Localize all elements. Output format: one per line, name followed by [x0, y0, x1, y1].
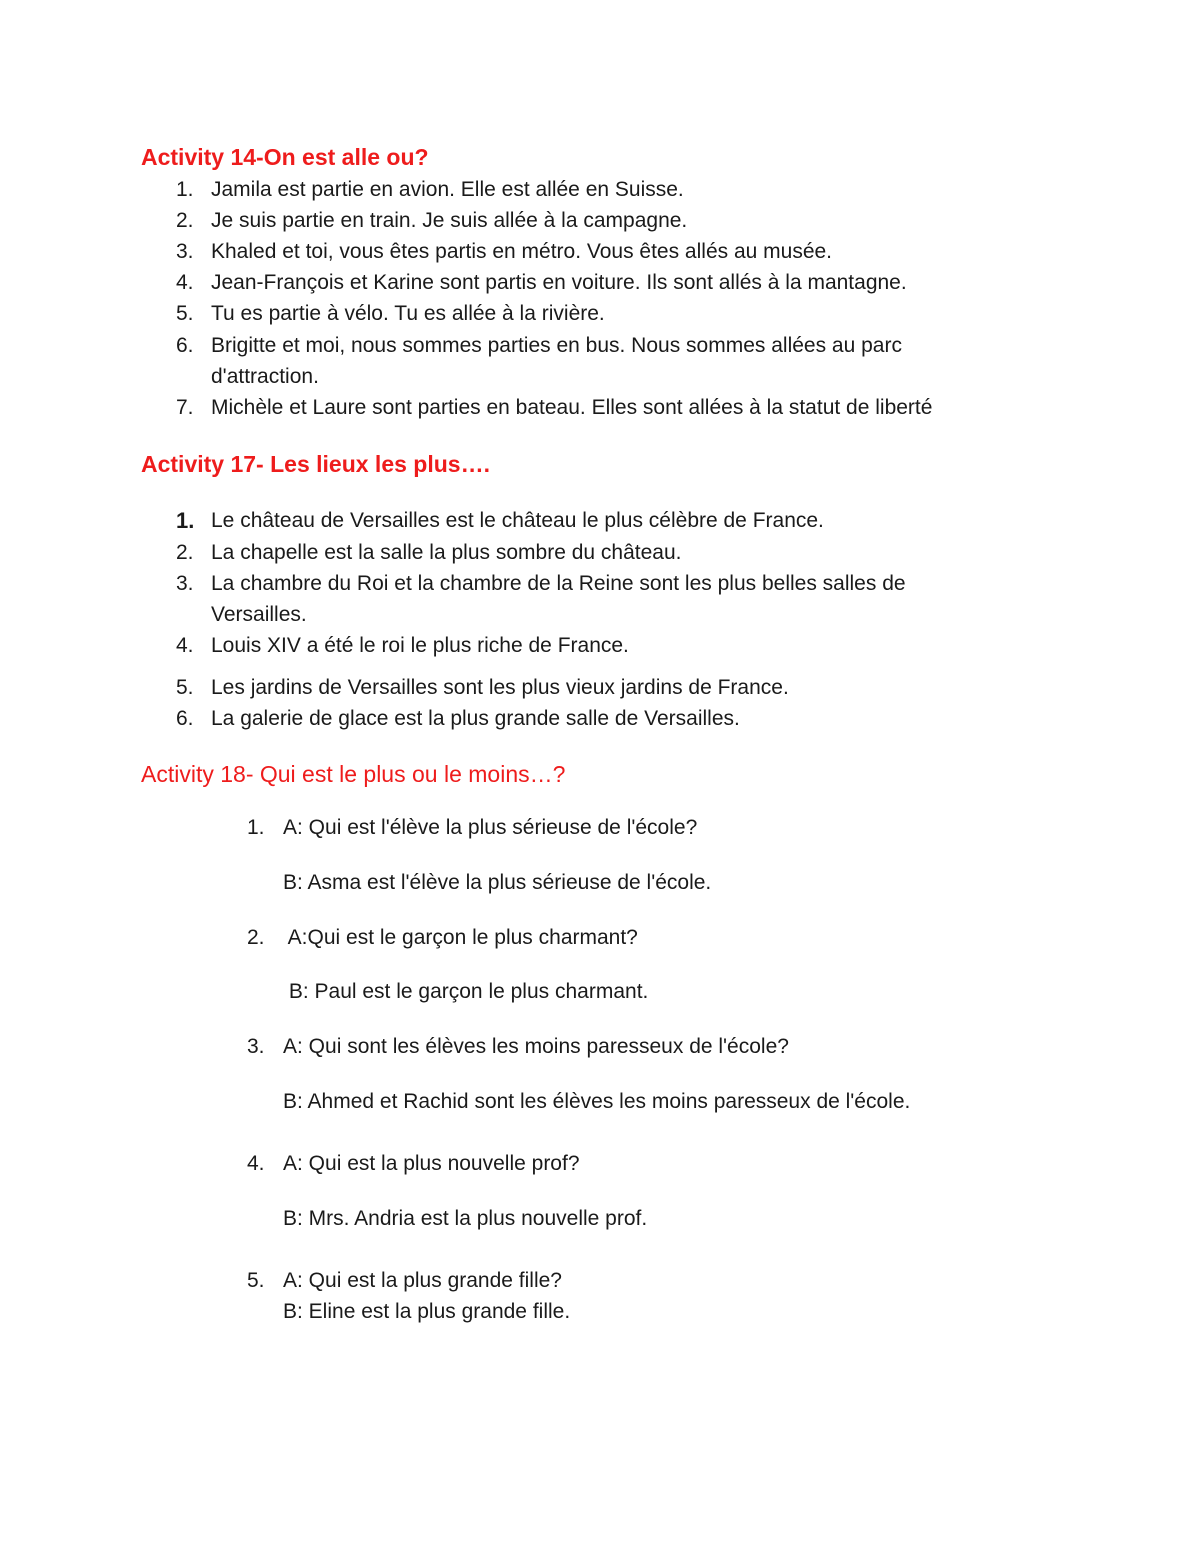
list-text: Louis XIV a été le roi le plus riche de France.	[211, 634, 629, 657]
list-number: 7.	[176, 396, 194, 419]
list-number: 5.	[176, 302, 194, 325]
activity-17-title: Activity 17- Les lieux les plus….	[141, 451, 490, 477]
list-text: La galerie de glace est la plus grande salle de Versailles.	[211, 707, 740, 730]
question-text: A: Qui est la plus grande fille?	[283, 1269, 562, 1292]
list-text: Jamila est partie en avion. Elle est allée en Suisse.	[211, 178, 684, 201]
question-number: 1.	[247, 816, 265, 839]
answer-text: B: Mrs. Andria est la plus nouvelle prof.	[283, 1207, 648, 1230]
list-number: 1.	[176, 508, 195, 533]
list-number: 6.	[176, 334, 194, 357]
list-text: Versailles.	[211, 603, 307, 626]
list-text: La chapelle est la salle la plus sombre du château.	[211, 541, 682, 564]
list-text: Brigitte et moi, nous sommes parties en bus. Nous sommes allées au parc	[211, 334, 902, 357]
list-text: Michèle et Laure sont parties en bateau. Elles sont allées à la statut de liberté	[211, 396, 933, 419]
question-number: 4.	[247, 1152, 265, 1175]
answer-text: B: Asma est l'élève la plus sérieuse de l'école.	[283, 871, 712, 894]
question-text: A: Qui est la plus nouvelle prof?	[283, 1152, 580, 1175]
list-text: d'attraction.	[211, 365, 319, 388]
list-number: 4.	[176, 271, 194, 294]
activity-14-title: Activity 14-On est alle ou?	[141, 144, 429, 170]
question-text: A: Qui sont les élèves les moins paresseux de l'école?	[283, 1035, 789, 1058]
list-number: 2.	[176, 541, 194, 564]
list-text: Jean-François et Karine sont partis en voiture. Ils sont allés à la mantagne.	[211, 271, 907, 294]
question-number: 2.	[247, 926, 265, 949]
list-number: 3.	[176, 240, 194, 263]
answer-text: B: Paul est le garçon le plus charmant.	[283, 980, 649, 1003]
list-number: 2.	[176, 209, 194, 232]
question-number: 3.	[247, 1035, 265, 1058]
list-text: Je suis partie en train. Je suis allée à la campagne.	[211, 209, 688, 232]
list-text: Les jardins de Versailles sont les plus vieux jardins de France.	[211, 676, 789, 699]
list-number: 4.	[176, 634, 194, 657]
list-text: Le château de Versailles est le château le plus célèbre de France.	[211, 509, 824, 532]
list-text: La chambre du Roi et la chambre de la Reine sont les plus belles salles de	[211, 572, 906, 595]
list-number: 6.	[176, 707, 194, 730]
question-text: A:Qui est le garçon le plus charmant?	[283, 926, 638, 949]
list-number: 3.	[176, 572, 194, 595]
activity-18-title: Activity 18- Qui est le plus ou le moins…?	[141, 761, 566, 787]
list-number: 5.	[176, 676, 194, 699]
answer-text: B: Ahmed et Rachid sont les élèves les moins paresseux de l'école.	[283, 1090, 911, 1113]
question-number: 5.	[247, 1269, 265, 1292]
list-number: 1.	[176, 178, 194, 201]
list-text: Khaled et toi, vous êtes partis en métro. Vous êtes allés au musée.	[211, 240, 833, 263]
list-text: Tu es partie à vélo. Tu es allée à la rivière.	[211, 302, 605, 325]
answer-text: B: Eline est la plus grande fille.	[283, 1300, 571, 1323]
question-text: A: Qui est l'élève la plus sérieuse de l'école?	[283, 816, 698, 839]
